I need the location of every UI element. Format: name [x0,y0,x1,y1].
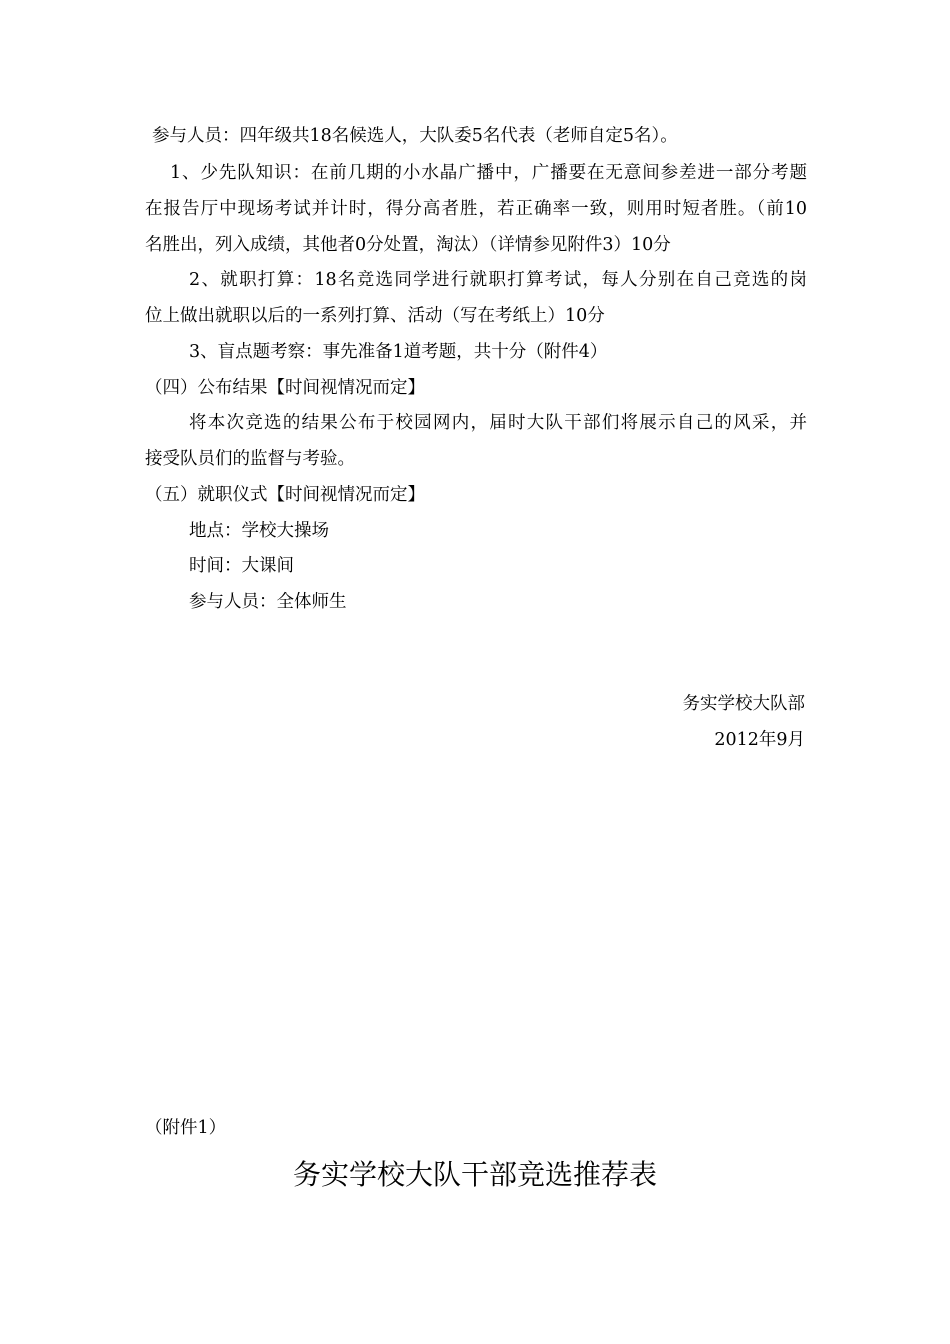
location-line: 地点：学校大操场 [189,521,329,541]
signature-date: 2012年9月 [714,730,805,750]
section4-heading: （四）公布结果【时间视情况而定】 [145,378,425,398]
signature-org: 务实学校大队部 [682,694,805,714]
time-line: 时间：大课间 [189,556,294,576]
item3-line: 3、盲点题考察：事先准备1道考题，共十分（附件4） [189,342,608,362]
section5-heading: （五）就职仪式【时间视情况而定】 [145,485,425,505]
item1-line1 [170,161,807,185]
section4-line1: 将本次竞选的结果公布于校园网内，届时大队干部们将展示自己的风采，并 [189,413,807,433]
item2-line1: 2、就职打算：18名竞选同学进行就职打算考试，每人分别在自己竞选的岗 [189,270,807,290]
participants-line: 参与人员：四年级共18名候选人，大队委5名代表（老师自定5名）。 [152,126,678,146]
attachment-title: 务实学校大队干部竞选推荐表 [292,1158,657,1191]
item1-line1-text: 1、少先队知识：在前几期的小水晶广播中，广播要在无意间参差进一部分考题 [170,163,807,183]
attachment-label: （附件1） [145,1118,227,1138]
item1-line2: 在报告厅中现场考试并计时，得分高者胜，若正确率一致，则用时短者胜。（前10 [145,199,807,219]
item1-line3: 名胜出，列入成绩，其他者0分处置，淘汰）（详情参见附件3）10分 [145,235,671,255]
attendees-line: 参与人员：全体师生 [189,592,347,612]
item2-line2: 位上做出就职以后的一系列打算、活动（写在考纸上）10分 [145,306,605,326]
section4-line2: 接受队员们的监督与考验。 [145,449,355,469]
